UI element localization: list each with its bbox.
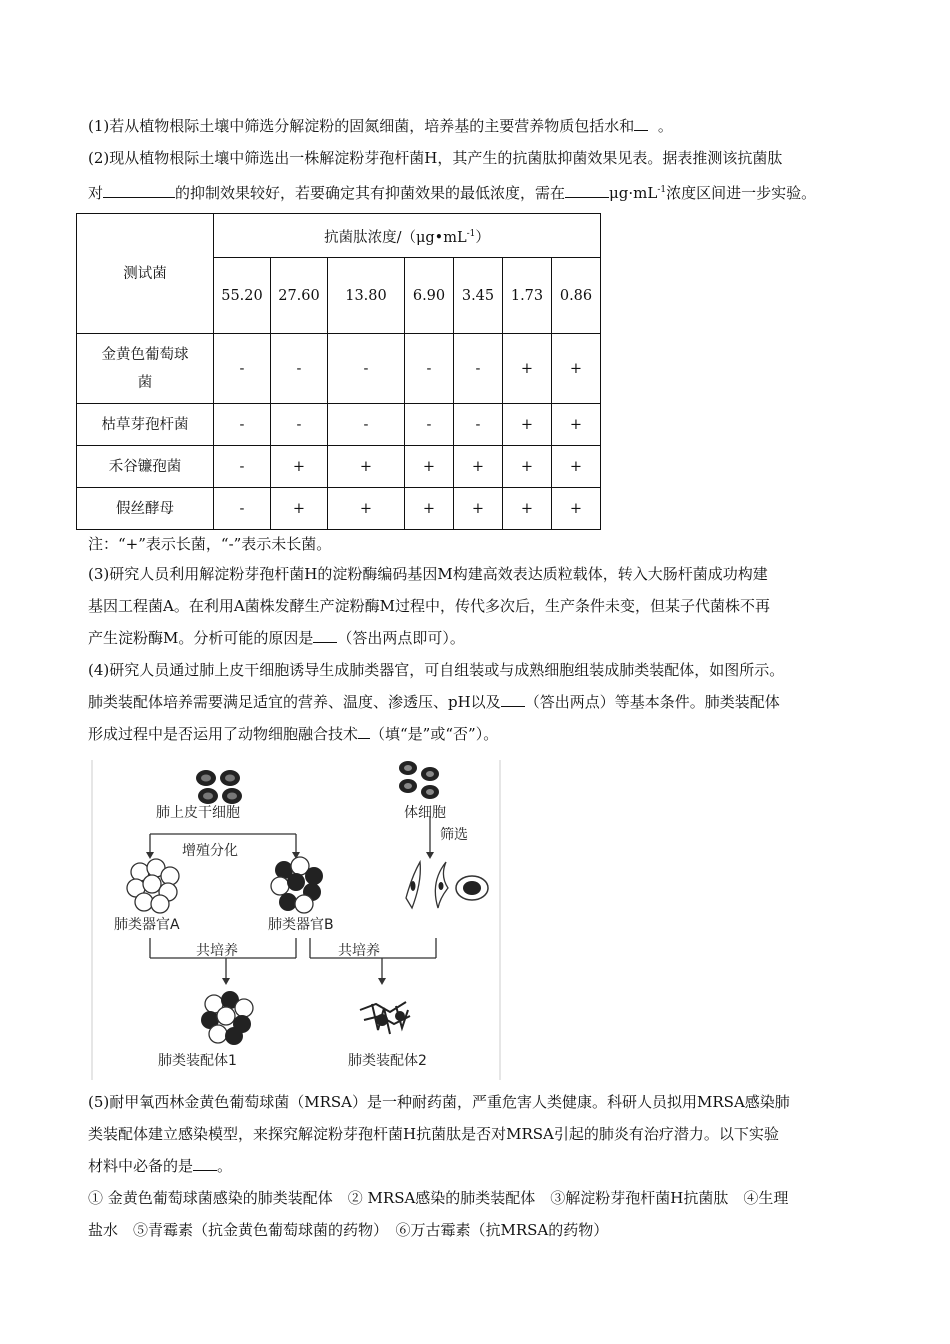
answer-blank-5[interactable] — [193, 1152, 217, 1171]
table-conc-cell: 13.80 — [328, 258, 405, 334]
question-3-line-3: 产生淀粉酶M。分析可能的原因是 （答出两点即可）。 — [88, 622, 878, 654]
label-organoid-a: 肺类器官A — [114, 917, 180, 933]
table-cell: + — [405, 446, 454, 488]
organoid-a-icon — [127, 859, 179, 913]
table-conc-cell: 0.86 — [552, 258, 601, 334]
table-row — [77, 404, 601, 446]
table-cell: - — [214, 446, 271, 488]
organoid-b-icon — [271, 857, 323, 913]
question-5-line-1: (5)耐甲氧西林金黄色葡萄球菌（MRSA）是一种耐药菌，严重危害人类健康。科研人员拟用MRSA感染肺 — [88, 1093, 790, 1111]
table-cell: + — [405, 488, 454, 530]
table-cell: - — [454, 404, 503, 446]
table-cell: - — [271, 334, 328, 404]
question-5-options-line-2: 盐水 ⑤青霉素（抗金黄色葡萄球菌的药物） ⑥万古霉素（抗MRSA的药物） — [88, 1221, 609, 1239]
table-cell: - — [405, 334, 454, 404]
label-body-cells: 体细胞 — [404, 805, 446, 821]
table-note: 注：“+”表示长菌，“-”表示未长菌。 — [88, 535, 332, 553]
table-cell: + — [328, 446, 405, 488]
table-row — [77, 334, 601, 404]
table-cell: + — [552, 488, 601, 530]
table-conc-cell: 6.90 — [405, 258, 454, 334]
table-bacteria-name: 假丝酵母 — [77, 488, 214, 530]
table-conc-cell: 1.73 — [503, 258, 552, 334]
table-cell: - — [214, 334, 271, 404]
question-page — [88, 110, 878, 1246]
table-cell: + — [271, 446, 328, 488]
question-1: (1)若从植物根际土壤中筛选分解淀粉的固氮细菌，培养基的主要营养物质包括水和 。 — [88, 110, 878, 142]
answer-blank-4b[interactable] — [358, 720, 370, 739]
table-cell: + — [503, 404, 552, 446]
mature-cells-icon — [406, 862, 488, 908]
stem-cells-icon — [196, 770, 242, 804]
question-4-line-2: 肺类装配体培养需要满足适宜的营养、温度、渗透压、pH以及 （答出两点）等基本条件。肺类装配体 — [88, 686, 878, 718]
label-coculture-2: 共培养 — [338, 943, 380, 959]
question-3-line-2: 基因工程菌A。在利用A菌株发酵生产淀粉酶M过程中，传代多次后，生产条件未变，但某子代菌株不再 — [88, 597, 771, 615]
question-5-line-2: 类装配体建立感染模型，来探究解淀粉芽孢杆菌H抗菌肽是否对MRSA引起的肺炎有治疗潜力。以下实验 — [88, 1125, 779, 1143]
table-cell: + — [454, 446, 503, 488]
question-2-line-2: 对 的抑制效果较好，若要确定其有抑菌效果的最低浓度，需在 $\mu g\cdot mL^{-1}$浓度区间进一步实验。 — [88, 174, 878, 209]
question-4-line-1: (4)研究人员通过肺上皮干细胞诱导生成肺类器官，可自组装或与成熟细胞组装成肺类装配体，如图所示。 — [88, 661, 785, 679]
question-4-line-3: 形成过程中是否运用了动物细胞融合技术 （填“是”或“否”）。 — [88, 718, 878, 750]
label-assembloid-1: 肺类装配体1 — [158, 1053, 237, 1069]
table-cell: + — [503, 488, 552, 530]
antibacterial-table — [76, 213, 601, 530]
answer-blank-4a[interactable] — [501, 688, 525, 707]
table-bacteria-name: 禾谷镰孢菌 — [77, 446, 214, 488]
table-cell: + — [503, 446, 552, 488]
table-row — [77, 488, 601, 530]
table-cell: + — [454, 488, 503, 530]
label-coculture-1: 共培养 — [196, 943, 238, 959]
coculture-bracket-icon — [150, 938, 436, 980]
table-cell: + — [328, 488, 405, 530]
table-group-header: 抗菌肽浓度$/(\mu g•mL^{-1})$ — [214, 214, 601, 258]
answer-blank-3[interactable] — [313, 624, 337, 643]
label-stem-cells: 肺上皮干细胞 — [156, 805, 240, 821]
label-organoid-b: 肺类器官B — [268, 917, 334, 933]
question-2-line-1: (2)现从植物根际土壤中筛选出一株解淀粉芽孢杆菌H，其产生的抗菌肽抑菌效果见表。据表推测该抗菌肽 — [88, 149, 783, 167]
table-cell: + — [552, 446, 601, 488]
question-3-line-1: (3)研究人员利用解淀粉芽孢杆菌H的淀粉酶编码基因M构建高效表达质粒载体，转入大肠杆菌成功构建 — [88, 565, 768, 583]
table-conc-cell: 55.20 — [214, 258, 271, 334]
assembloid-2-icon — [360, 1002, 410, 1034]
table-conc-cell: 3.45 — [454, 258, 503, 334]
table-cell: + — [271, 488, 328, 530]
table-cell: - — [271, 404, 328, 446]
table-cell: - — [454, 334, 503, 404]
label-assembloid-2: 肺类装配体2 — [348, 1053, 427, 1069]
label-proliferate: 增殖分化 — [182, 843, 238, 859]
table-cell: + — [503, 334, 552, 404]
table-row-header: 测试菌 — [77, 214, 214, 334]
assembloid-1-icon — [201, 991, 253, 1045]
table-cell: - — [214, 488, 271, 530]
table-cell: - — [405, 404, 454, 446]
answer-blank-1[interactable] — [634, 112, 648, 131]
table-row — [77, 446, 601, 488]
answer-blank-2b[interactable] — [565, 179, 609, 198]
body-cells-icon — [399, 761, 439, 799]
answer-blank-2a[interactable] — [103, 179, 175, 198]
table-bacteria-name: 金黄色葡萄球菌 — [77, 334, 214, 404]
table-cell: + — [552, 334, 601, 404]
assembloid-figure — [90, 758, 502, 1080]
table-cell: - — [214, 404, 271, 446]
question-5-line-3: 材料中必备的是 。 — [88, 1150, 878, 1182]
question-5-options-line-1: ① 金黄色葡萄球菌感染的肺类装配体 ② MRSA感染的肺类装配体 ③解淀粉芽孢杆菌H抗菌肽 ④生理 — [88, 1189, 789, 1207]
table-conc-cell: 27.60 — [271, 258, 328, 334]
table-bacteria-name: 枯草芽孢杆菌 — [77, 404, 214, 446]
table-cell: + — [552, 404, 601, 446]
table-cell: - — [328, 334, 405, 404]
table-cell: - — [328, 404, 405, 446]
label-screen: 筛选 — [440, 827, 468, 843]
